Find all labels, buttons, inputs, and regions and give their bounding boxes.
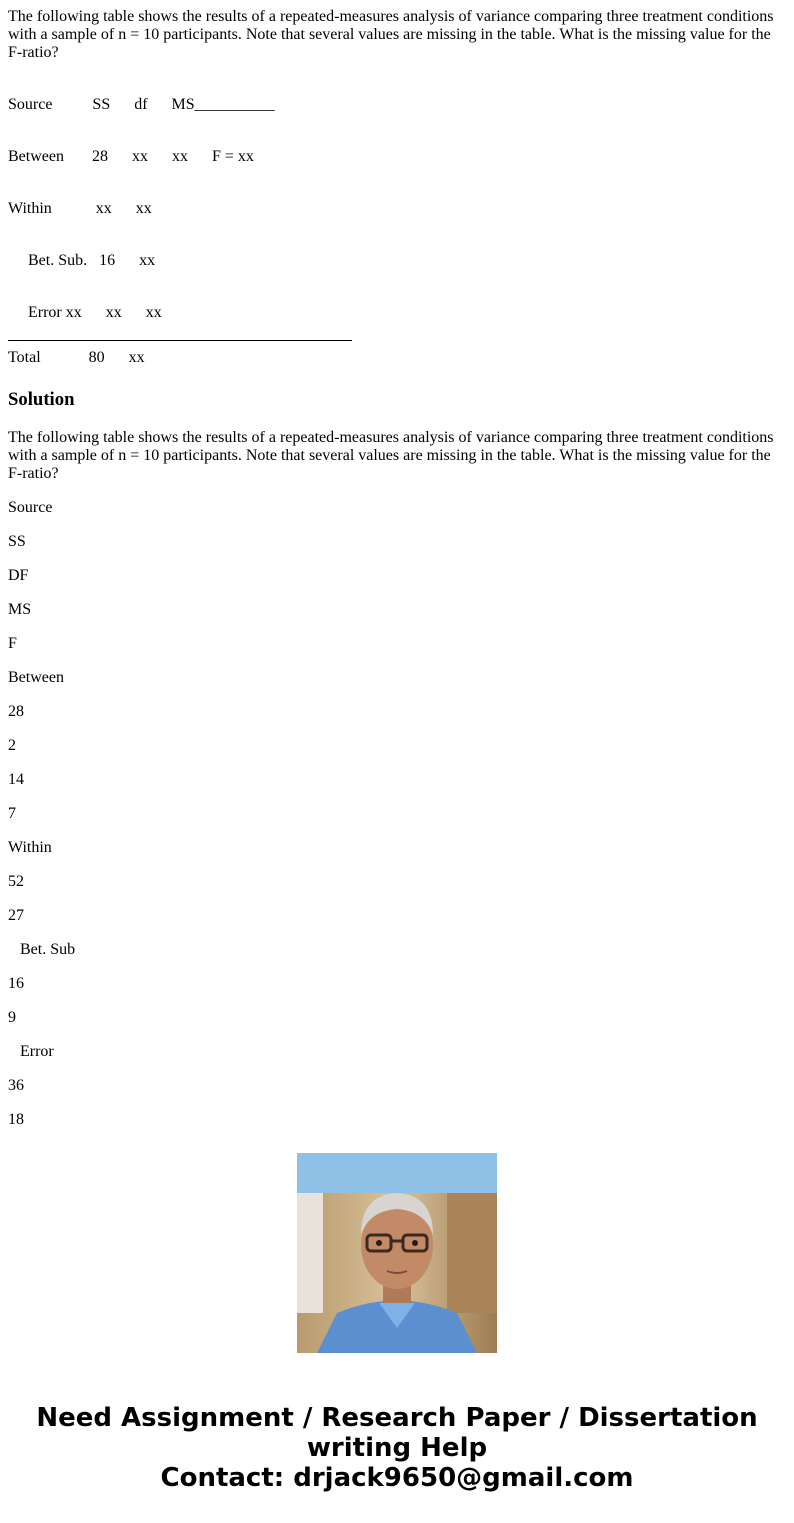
question-text: The following table shows the results of a repeated-measures analysis of variance comparing three treatment conditions with a sample of n = 10 participants. Note that several values are missing in the table. What is the missing value for the F-ratio?	[8, 8, 774, 61]
solution-cell: 16	[8, 975, 24, 992]
solution-cell: Within	[8, 839, 52, 856]
solution-cell: F	[8, 635, 17, 652]
solution-cell: SS	[8, 533, 26, 550]
table-divider	[8, 340, 352, 341]
solution-cell: 52	[8, 873, 24, 890]
table-row-within: Within xx xx	[8, 200, 152, 217]
author-photo	[297, 1153, 497, 1353]
solution-cell: 28	[8, 703, 24, 720]
table-row-total: Total 80 xx	[8, 349, 145, 366]
solution-cell: 7	[8, 805, 16, 822]
solution-table	[8, 499, 786, 1128]
solution-cell: 2	[8, 737, 16, 754]
solution-question-text: The following table shows the results of a repeated-measures analysis of variance comparing three treatment conditions with a sample of n = 10 participants. Note that several values are missing in the table. What is the missing value for the F-ratio?	[8, 429, 774, 482]
solution-heading: Solution	[8, 389, 75, 410]
solution-cell: 36	[8, 1077, 24, 1094]
solution-cell: MS	[8, 601, 32, 618]
solution-cell: Error	[20, 1043, 54, 1060]
solution-cell: Between	[8, 669, 64, 686]
solution-cell: Source	[8, 499, 53, 516]
solution-cell: DF	[8, 567, 29, 584]
banner-line-2: writing Help	[306, 1433, 488, 1463]
promo-banner	[0, 1403, 794, 1493]
banner-line-1: Need Assignment / Research Paper / Dissertation	[36, 1403, 758, 1433]
table-header-row: Source SS df MS__________	[8, 96, 275, 113]
solution-cell: 9	[8, 1009, 16, 1026]
solution-cell: 14	[8, 771, 24, 788]
table-row-between: Between 28 xx xx F = xx	[8, 148, 254, 165]
banner-contact[interactable]: Contact: drjack9650@gmail.com	[160, 1463, 634, 1493]
solution-cell: 18	[8, 1111, 24, 1128]
table-row-error: Error xx xx xx	[8, 304, 162, 321]
table-row-bet-sub: Bet. Sub. 16 xx	[8, 252, 156, 269]
solution-cell: 27	[8, 907, 24, 924]
solution-cell: Bet. Sub	[20, 941, 76, 958]
